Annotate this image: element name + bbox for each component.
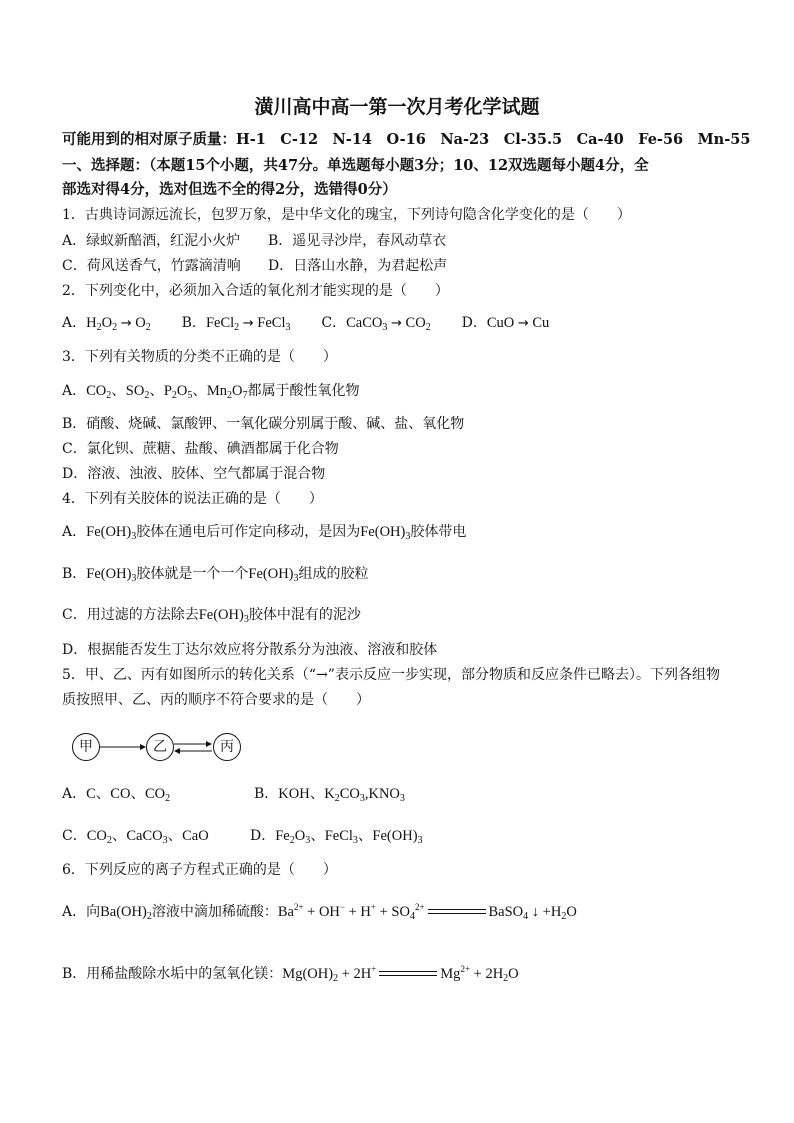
node-bing: 丙 (213, 733, 241, 761)
node-jia: 甲 (72, 733, 100, 761)
section-heading-line2: 部选对得4分，选对但选不全的得2分，选错得0分） (62, 181, 397, 198)
node-yi: 乙 (146, 733, 174, 761)
question-4-option-b: B．$Fe(OH)_3$胶体就是一个一个$Fe(OH)_3$组成的胶粒 (62, 566, 369, 584)
question-2-option-a: A．$H_2O_2 \to O_2$ (62, 315, 151, 333)
question-1-option-d: D．日落山水静，为君起松声 (268, 258, 448, 274)
question-3-stem: 3．下列有关物质的分类不正确的是（ ） (62, 349, 337, 365)
section-heading-line1: 一、选择题：（本题15个小题，共47分。单选题每小题3分；10、12双选题每小题4分，全 (62, 157, 649, 174)
question-4-option-c: C．用过滤的方法除去$Fe(OH)_3$胶体中混有的泥沙 (62, 607, 361, 625)
conversion-diagram (70, 730, 250, 764)
atomic-masses-line: 可能用到的相对原子质量：H-1 C-12 N-14 O-16 Na-23 Cl-35.5 Ca-40 Fe-56 Mn-55 (62, 131, 751, 148)
question-3-option-a: A．$CO_2$、$SO_2$、$P_2O_5$、$Mn_2O_7$都属于酸性氧化物 (62, 383, 360, 401)
question-5-option-c: C．$CO_2$、CaCO$_3$、CaO (62, 828, 209, 846)
question-2-option-c: C．CaCO$_3$ → $CO_2$ (321, 315, 431, 333)
question-2-option-b: B．FeCl$_2$ → FeCl$_3$ (181, 315, 291, 333)
question-6-option-a: A．向$Ba(OH)_2$溶液中滴加稀硫酸：$Ba^{2+} + OH^- + H^+ + SO_4^{2+}$ BaSO$_4$ ↓ $+H_2O$ (62, 902, 577, 922)
question-6-option-b: B．用稀盐酸除水垢中的氢氧化镁：$Mg(OH)_2 + 2H^+$ $Mg^{2+} + 2H_2O$ (62, 964, 519, 984)
question-5-stem-line1: 5．甲、乙、丙有如图所示的转化关系（“→”表示反应一步实现，部分物质和反应条件已略去）。下列各组物 (62, 667, 720, 683)
question-3-option-b: B．硝酸、烧碱、氯酸钾、一氧化碳分别属于酸、碱、盐、氧化物 (62, 416, 465, 432)
question-1-option-a: A．绿蚁新醅酒，红泥小火炉 (62, 233, 241, 249)
question-2-options (62, 313, 549, 334)
question-6-stem: 6．下列反应的离子方程式正确的是（ ） (62, 862, 337, 878)
question-1-option-b: B．遥见寻沙岸，春风动草衣 (268, 233, 447, 249)
question-1-option-c: C．荷风送香气，竹露滴清响 (62, 258, 241, 274)
question-2-option-d: D．CuO → Cu (461, 315, 550, 331)
question-3-option-c: C．氯化钡、蔗糖、盐酸、碘酒都属于化合物 (62, 441, 339, 457)
question-1-stem: 1．古典诗词源远流长，包罗万象，是中华文化的瑰宝，下列诗句隐含化学变化的是（ ） (62, 207, 631, 223)
question-4-stem: 4．下列有关胶体的说法正确的是（ ） (62, 491, 323, 507)
question-2-stem: 2．下列变化中，必须加入合适的氧化剂才能实现的是（ ） (62, 283, 449, 299)
question-4-option-d: D．根据能否发生丁达尔效应将分散系分为浊液、溶液和胶体 (62, 642, 438, 658)
page-title: 潢川高中高一第一次月考化学试题 (254, 96, 540, 118)
question-5-option-d: D．$Fe_2O_3$、FeCl$_3$、$Fe(OH)_3$ (250, 828, 423, 846)
question-5-option-a: A．C、CO、$CO_2$ (62, 786, 171, 804)
question-3-option-d: D．溶液、浊液、胶体、空气都属于混合物 (62, 466, 326, 482)
question-4-option-a: A．$Fe(OH)_3$胶体在通电后可作定向移动，是因为$Fe(OH)_3$胶体带电 (62, 524, 467, 542)
question-5-option-b: B．KOH、$K_2CO_3,KNO_3$ (254, 786, 405, 804)
question-5-stem-line2: 质按照甲、乙、丙的顺序不符合要求的是（ ） (62, 692, 370, 708)
